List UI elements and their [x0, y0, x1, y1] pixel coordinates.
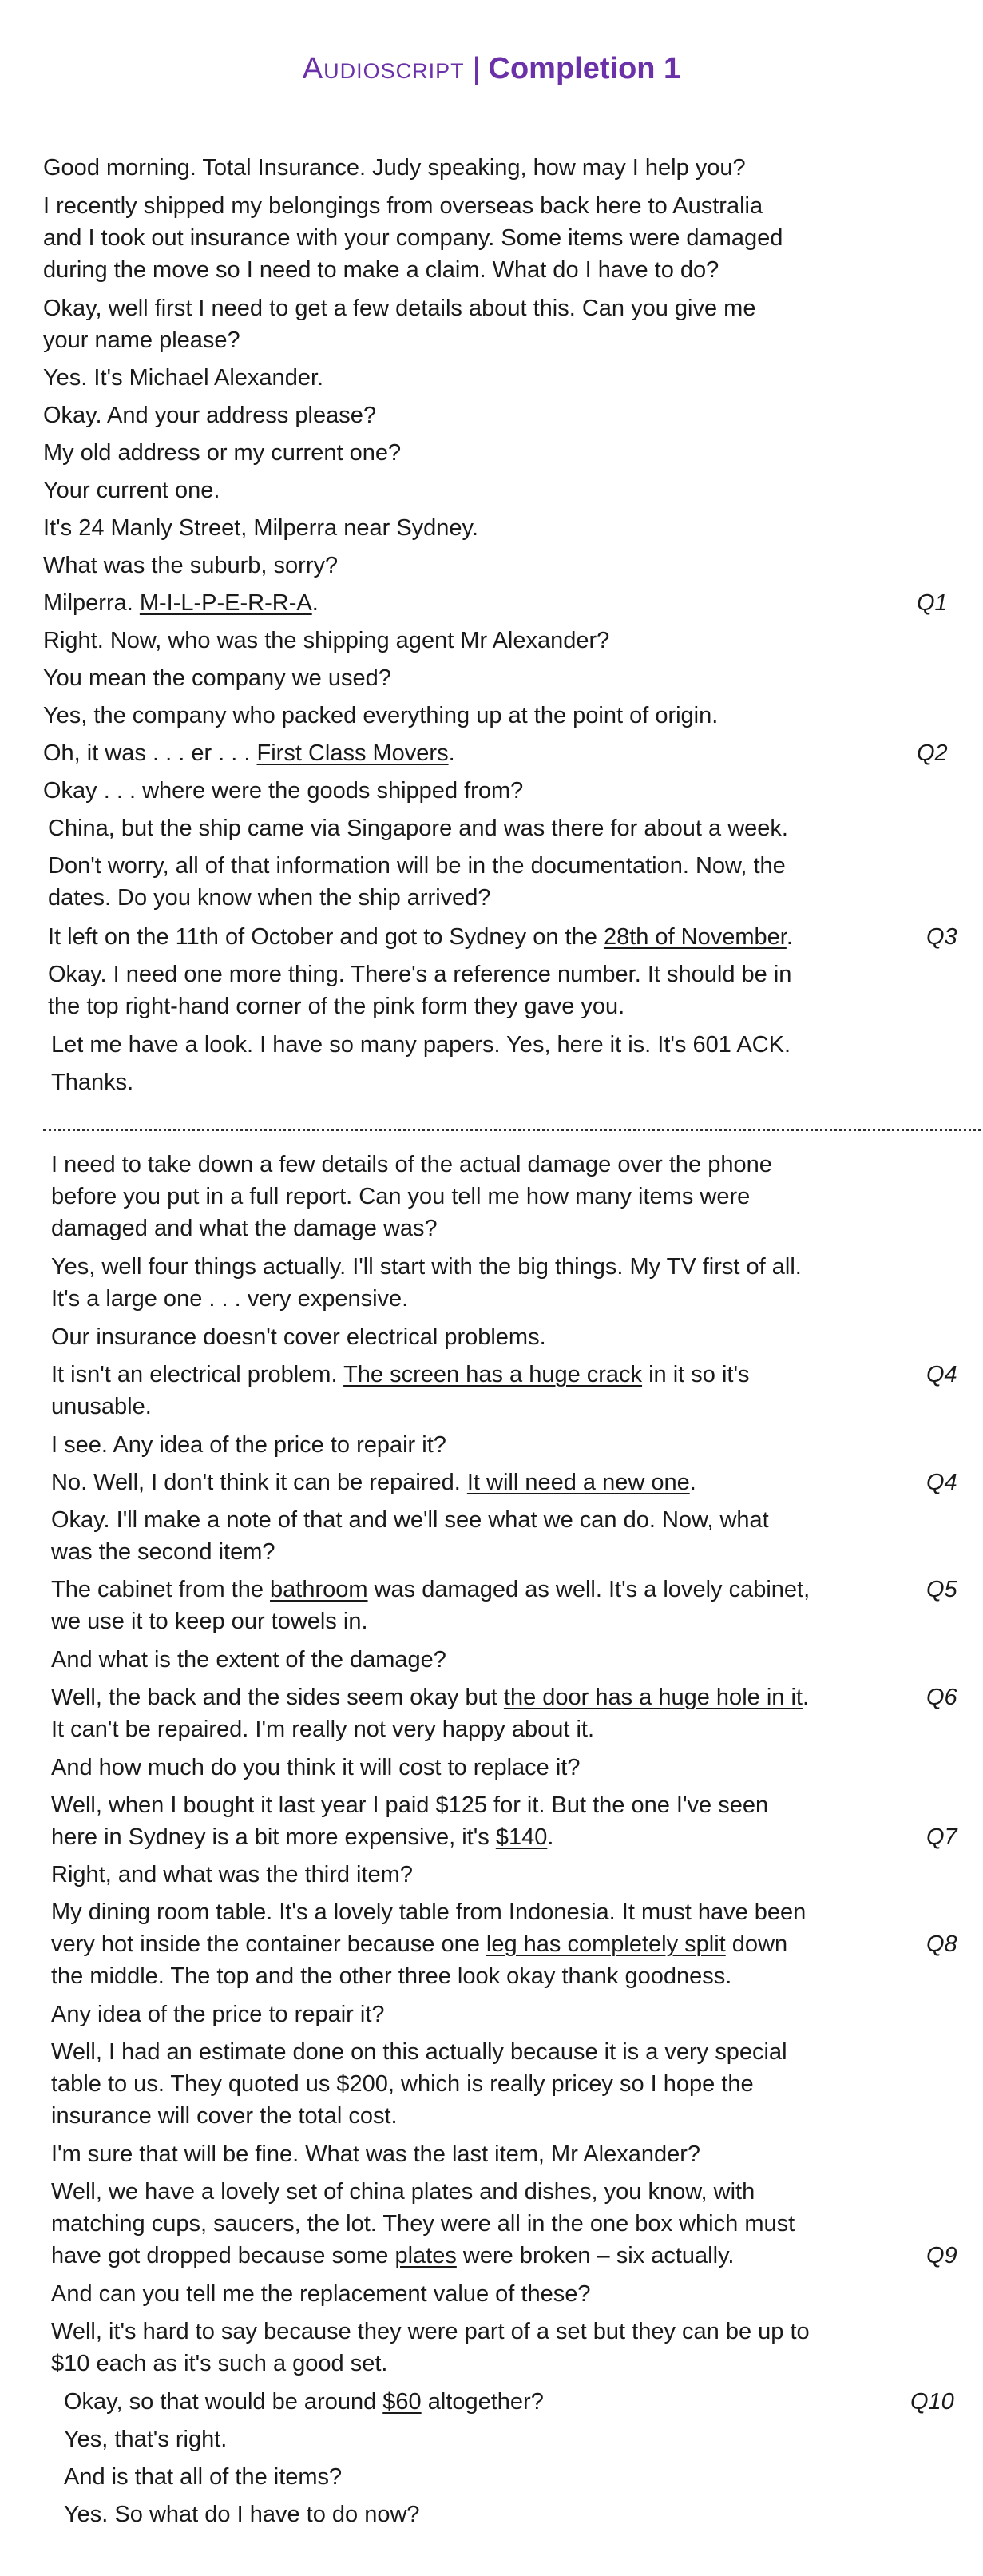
line-text: No. Well, I don't think it can be repaired.	[51, 1470, 467, 1495]
transcript-line: Okay. And your address please?	[43, 403, 376, 428]
question-marker: Q5	[926, 1577, 957, 1602]
line-text: The cabinet from the	[51, 1577, 271, 1602]
transcript-line: and I took out insurance with your company. Some items were damaged	[43, 225, 783, 251]
transcript-line: I need to take down a few details of the actual damage over the phone	[51, 1152, 772, 1177]
transcript-line	[43, 587, 319, 619]
line-text: very hot inside the container because one	[51, 1931, 486, 1957]
underlined-answer: $140	[495, 1824, 548, 1850]
underlined-answer: First Class Movers	[256, 740, 449, 766]
line-text: Milperra.	[43, 590, 140, 616]
transcript-line	[64, 2386, 544, 2418]
transcript-line	[48, 921, 793, 953]
transcript-line: dates. Do you know when the ship arrived?	[48, 885, 491, 911]
question-marker: Q4	[926, 1362, 957, 1387]
transcript-line: Well, I had an estimate done on this actually because it is a very special	[51, 2039, 787, 2065]
transcript-line: Thanks.	[51, 1070, 134, 1095]
line-text: in it so it's	[642, 1362, 750, 1387]
transcript-line	[51, 2240, 734, 2272]
question-marker: Q2	[917, 740, 948, 766]
transcript-line: What was the suburb, sorry?	[43, 553, 339, 578]
line-text: .	[311, 590, 319, 616]
section-divider	[43, 1129, 981, 1131]
transcript-line: your name please?	[43, 327, 240, 353]
transcript-line: Yes, that's right.	[64, 2427, 228, 2452]
transcript-line: Okay. I need one more thing. There's a reference number. It should be in	[48, 962, 792, 987]
transcript-line: And what is the extent of the damage?	[51, 1647, 446, 1673]
transcript-line: Right, and what was the third item?	[51, 1862, 413, 1887]
transcript-line: Your current one.	[43, 478, 220, 503]
transcript-line: My old address or my current one?	[43, 440, 402, 466]
transcript-line: Right. Now, who was the shipping agent Mr Alexander?	[43, 628, 610, 653]
question-marker: Q9	[926, 2243, 957, 2268]
transcript-line	[51, 1681, 809, 1713]
question-marker: Q1	[917, 590, 948, 616]
transcript-line: matching cups, saucers, the lot. They were all in the one box which must	[51, 2211, 795, 2237]
transcript-line: before you put in a full report. Can you tell me how many items were	[51, 1184, 751, 1209]
transcript-line: Good morning. Total Insurance. Judy speaking, how may I help you?	[43, 155, 746, 181]
transcript-line: Yes, the company who packed everything up at the point of origin.	[43, 703, 719, 728]
transcript-line: Our insurance doesn't cover electrical problems.	[51, 1324, 546, 1350]
line-text: .	[547, 1824, 554, 1850]
transcript-line: we use it to keep our towels in.	[51, 1609, 368, 1634]
transcript-line: And is that all of the items?	[64, 2464, 343, 2490]
transcript-line: the top right-hand corner of the pink form they gave you.	[48, 994, 625, 1019]
underlined-answer: leg has completely split	[486, 1931, 726, 1957]
transcript-line: table to us. They quoted us $200, which is really pricey so I hope the	[51, 2071, 754, 2097]
underlined-answer: bathroom	[270, 1577, 368, 1602]
question-marker: Q8	[926, 1931, 957, 1957]
page-title	[0, 50, 983, 88]
line-text: down	[725, 1931, 788, 1957]
line-text: Okay, so that would be around	[64, 2389, 383, 2415]
transcript-line: It can't be repaired. I'm really not very happy about it.	[51, 1717, 595, 1742]
underlined-answer: $60	[382, 2389, 422, 2415]
transcript-line: Well, we have a lovely set of china plates and dishes, you know, with	[51, 2179, 755, 2205]
transcript-line: It's 24 Manly Street, Milperra near Sydney.	[43, 515, 478, 541]
title-separator: |	[472, 52, 481, 85]
line-text: It left on the 11th of October and got to Sydney on the	[48, 924, 604, 950]
transcript-line: was the second item?	[51, 1539, 275, 1565]
transcript-line: Okay, well first I need to get a few details about this. Can you give me	[43, 296, 756, 321]
transcript-line: I'm sure that will be fine. What was the last item, Mr Alexander?	[51, 2141, 701, 2167]
transcript-line: Okay . . . where were the goods shipped from?	[43, 778, 524, 804]
underlined-answer: 28th of November	[603, 924, 787, 950]
transcript-line	[43, 737, 455, 769]
transcript-line: I see. Any idea of the price to repair it?	[51, 1432, 446, 1458]
question-marker: Q7	[926, 1824, 957, 1850]
transcript-line: Okay. I'll make a note of that and we'll see what we can do. Now, what	[51, 1507, 769, 1533]
transcript-line: I recently shipped my belongings from overseas back here to Australia	[43, 193, 763, 219]
line-text: .	[786, 924, 793, 950]
line-text: here in Sydney is a bit more expensive, it's	[51, 1824, 496, 1850]
transcript-line: China, but the ship came via Singapore and was there for about a week.	[48, 816, 788, 841]
transcript-line: Well, when I bought it last year I paid $125 for it. But the one I've seen	[51, 1792, 769, 1818]
question-marker: Q10	[910, 2389, 954, 2415]
line-text: It isn't an electrical problem.	[51, 1362, 344, 1387]
transcript-line: unusable.	[51, 1394, 152, 1419]
transcript-line: It's a large one . . . very expensive.	[51, 1286, 409, 1312]
line-text: were broken – six actually.	[456, 2243, 735, 2268]
transcript-line: Let me have a look. I have so many papers. Yes, here it is. It's 601 ACK.	[51, 1032, 791, 1058]
transcript-line: during the move so I need to make a claim. What do I have to do?	[43, 257, 719, 283]
title-audioscript: Audioscript	[302, 52, 465, 85]
title-completion: Completion 1	[488, 52, 681, 85]
underlined-answer: M-I-L-P-E-R-R-A	[139, 590, 312, 616]
transcript-line: Yes, well four things actually. I'll start with the big things. My TV first of all.	[51, 1254, 802, 1280]
transcript-line: Yes. It's Michael Alexander.	[43, 365, 324, 391]
transcript-line: the middle. The top and the other three look okay thank goodness.	[51, 1963, 732, 1989]
underlined-answer: the door has a huge hole in it	[503, 1685, 803, 1710]
transcript-line	[51, 1359, 750, 1391]
underlined-answer: It will need a new one	[466, 1470, 690, 1495]
transcript-line	[51, 1928, 787, 1960]
line-text: have got dropped because some	[51, 2243, 395, 2268]
line-text: Well, the back and the sides seem okay but	[51, 1685, 504, 1710]
transcript-line: Well, it's hard to say because they were part of a set but they can be up to	[51, 2319, 810, 2344]
line-text: was damaged as well. It's a lovely cabinet,	[367, 1577, 811, 1602]
transcript-line: You mean the company we used?	[43, 665, 391, 691]
transcript-line: Don't worry, all of that information will be in the documentation. Now, the	[48, 853, 786, 879]
line-text: altogether?	[421, 2389, 544, 2415]
question-marker: Q6	[926, 1685, 957, 1710]
underlined-answer: The screen has a huge crack	[343, 1362, 643, 1387]
transcript-line: insurance will cover the total cost.	[51, 2103, 398, 2129]
transcript-line: And can you tell me the replacement value of these?	[51, 2281, 591, 2307]
line-text: .	[802, 1685, 810, 1710]
line-text: .	[448, 740, 455, 766]
line-text: .	[689, 1470, 696, 1495]
transcript-line: $10 each as it's such a good set.	[51, 2351, 388, 2376]
line-text: Oh, it was . . . er . . .	[43, 740, 257, 766]
transcript-line: Any idea of the price to repair it?	[51, 2002, 385, 2027]
transcript-line	[51, 1467, 696, 1498]
transcript-line: damaged and what the damage was?	[51, 1216, 438, 1241]
transcript-line	[51, 1574, 810, 1606]
transcript-line	[51, 1821, 553, 1853]
transcript-line: My dining room table. It's a lovely table from Indonesia. It must have been	[51, 1899, 807, 1925]
question-marker: Q3	[926, 924, 957, 950]
underlined-answer: plates	[394, 2243, 457, 2268]
transcript-line: Yes. So what do I have to do now?	[64, 2502, 420, 2527]
question-marker: Q4	[926, 1470, 957, 1495]
transcript-line: And how much do you think it will cost to replace it?	[51, 1755, 581, 1780]
